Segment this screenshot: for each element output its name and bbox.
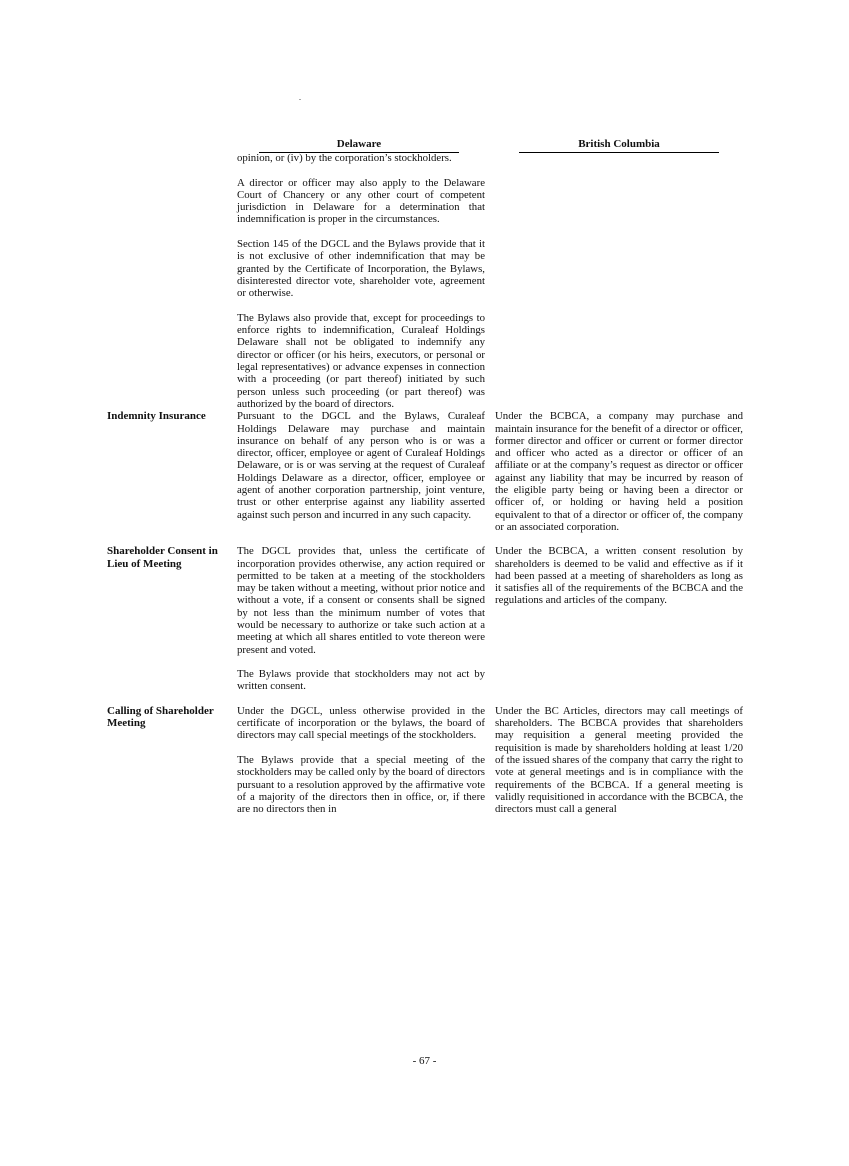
british-columbia-cell	[495, 705, 743, 816]
table-row-indemnity-insurance	[107, 410, 747, 533]
table-row-calling-shareholder-meeting	[107, 705, 747, 816]
delaware-paragraph: opinion, or (iv) by the corporation’s stockholders.	[237, 152, 452, 164]
row-label: Calling of Shareholder Meeting	[107, 704, 214, 730]
delaware-paragraph: Under the DGCL, unless otherwise provided in the certificate of incorporation or the bylaws, the board of directors may call special meetings of the stockholders.	[237, 704, 485, 742]
delaware-paragraph: Section 145 of the DGCL and the Bylaws provide that it is not exclusive of other indemnification that may be granted by the Certificate of Incorporation, the Bylaws, disinterested director vote, shareholder vote, agreement or otherwise.	[237, 238, 485, 300]
british-columbia-cell	[495, 545, 743, 606]
british-columbia-paragraph: Under the BC Articles, directors may call meetings of shareholders. The BCBCA provides that shareholders may requisition a general meeting provided the requisition is made by shareholders holding at least 1/20 of the issued shares of the company that carry the right to vote at general meetings and is in compliance with the requirements of the BCBCA. If a general meeting is validly requisitioned in accordance with the BCBCA, the directors must call a general	[495, 704, 743, 816]
delaware-paragraph: The Bylaws also provide that, except for proceedings to enforce rights to indemnification, Curaleaf Holdings Delaware shall not be obligated to indemnify any director or officer (or his heirs, executors, or personal or legal representatives) or advance expenses in connection with a proceeding (or part thereof) initiated by such person unless such proceeding (or part thereof) was authorized by the board of directors.	[237, 311, 485, 410]
page-number: - 67 -	[412, 1055, 437, 1067]
delaware-cell	[237, 410, 485, 521]
delaware-cell	[237, 152, 485, 410]
column-header-delaware: Delaware	[259, 139, 459, 153]
delaware-cell	[237, 705, 485, 816]
table-row-shareholder-consent	[107, 545, 747, 693]
british-columbia-paragraph: Under the BCBCA, a company may purchase and maintain insurance for the benefit of a director or officer, former director and officer or current or former director and officer who acted as a director or officer of an affiliate or at the company’s request as director or officer against any liability that may be incurred by reason of the eligible party being or having been a director or officer of, or holding or having held a position equivalent to that of a director or officer of, the company or an associated corporation.	[495, 410, 743, 533]
row-label: Shareholder Consent in Lieu of Meeting	[107, 545, 218, 570]
british-columbia-paragraph: Under the BCBCA, a written consent resolution by shareholders is deemed to be valid and effective as if it had been passed at a meeting of shareholders as long as it satisfies all of the requirements of the BCBCA and the regulations and articles of the company.	[495, 545, 743, 607]
delaware-paragraph: The Bylaws provide that stockholders may not act by written consent.	[237, 668, 485, 693]
stray-mark: .	[299, 93, 301, 102]
column-header-british-columbia: British Columbia	[519, 139, 719, 153]
delaware-paragraph: The DGCL provides that, unless the certificate of incorporation provides otherwise, any action required or permitted to be taken at a meeting of the stockholders may be taken without a meeting, without prior notice and without a vote, if a consent or consents shall be signed by not less than the minimum number of votes that would be necessary to authorize or take such action at a meeting at which all shares entitled to vote thereon were present and voted.	[237, 545, 485, 656]
delaware-paragraph: A director or officer may also apply to the Delaware Court of Chancery or any other court of competent jurisdiction in Delaware for a determination that indemnification is proper in the circumstances.	[237, 176, 485, 226]
table-row-indemnification-continued	[107, 152, 747, 410]
comparison-table	[107, 152, 747, 815]
row-label: Indemnity Insurance	[107, 410, 206, 423]
delaware-paragraph: The Bylaws provide that a special meeting of the stockholders may be called only by the board of directors pursuant to a resolution approved by the affirmative vote of a majority of the directors then in office, or, if there are no directors then in	[237, 753, 485, 816]
british-columbia-cell	[495, 410, 743, 533]
delaware-paragraph: Pursuant to the DGCL and the Bylaws, Curaleaf Holdings Delaware may purchase and maintain insurance on behalf of any person who is or was a director, officer, employee or agent of Curaleaf Holdings Delaware, or is or was serving at the request of Curaleaf Holdings Delaware as a director, officer, employee or agent of another corporation partnership, joint venture, trust or other enterprise against any liability asserted against such person and incurred in any such capacity.	[237, 410, 485, 521]
delaware-cell	[237, 545, 485, 693]
